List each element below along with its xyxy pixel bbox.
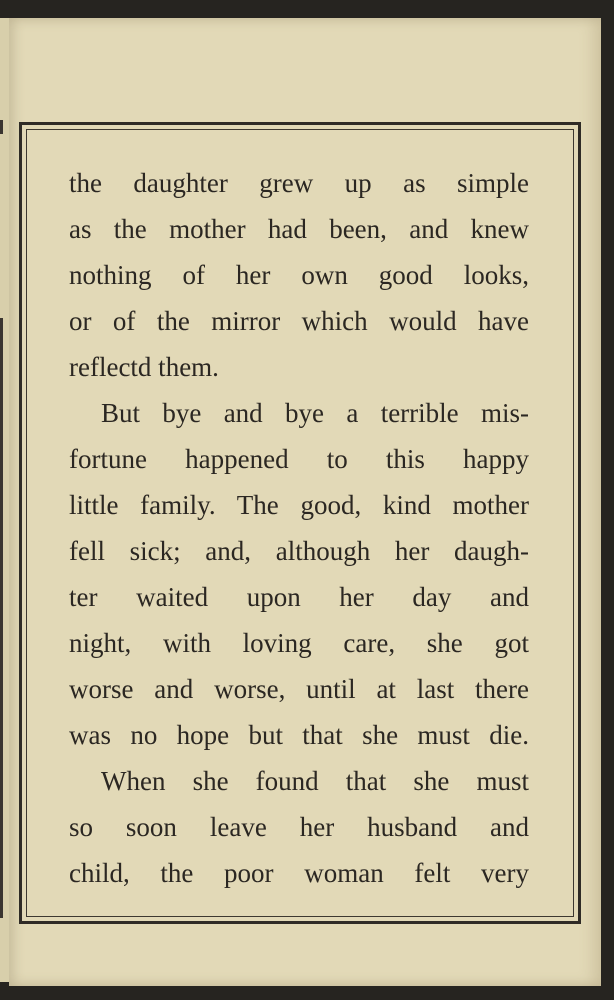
text-line: reflectd them. [69,352,219,382]
text-line: night, with loving care, she got [69,628,529,658]
text-line: fortune happened to this happy [69,444,529,474]
facing-page-edge [0,18,9,982]
facing-page-border-fragment [0,318,3,918]
text-line: But bye and bye a terrible mis- [101,398,529,428]
facing-page-border-fragment [0,120,3,134]
text-line: as the mother had been, and knew [69,214,529,244]
text-line: the daughter grew up as simple [69,168,529,198]
text-line: fell sick; and, although her daugh- [69,536,529,566]
text-line: When she found that she must [101,766,529,796]
text-line: little family. The good, kind mother [69,490,529,520]
text-line: worse and worse, until at last there [69,674,529,704]
text-line: was no hope but that she must die. [69,720,529,750]
page-text [69,160,529,896]
text-line: so soon leave her husband and [69,812,529,842]
text-line: nothing of her own good looks, [69,260,529,290]
text-line: or of the mirror which would have [69,306,529,336]
text-line: ter waited upon her day and [69,582,529,612]
text-line: child, the poor woman felt very [69,858,529,888]
